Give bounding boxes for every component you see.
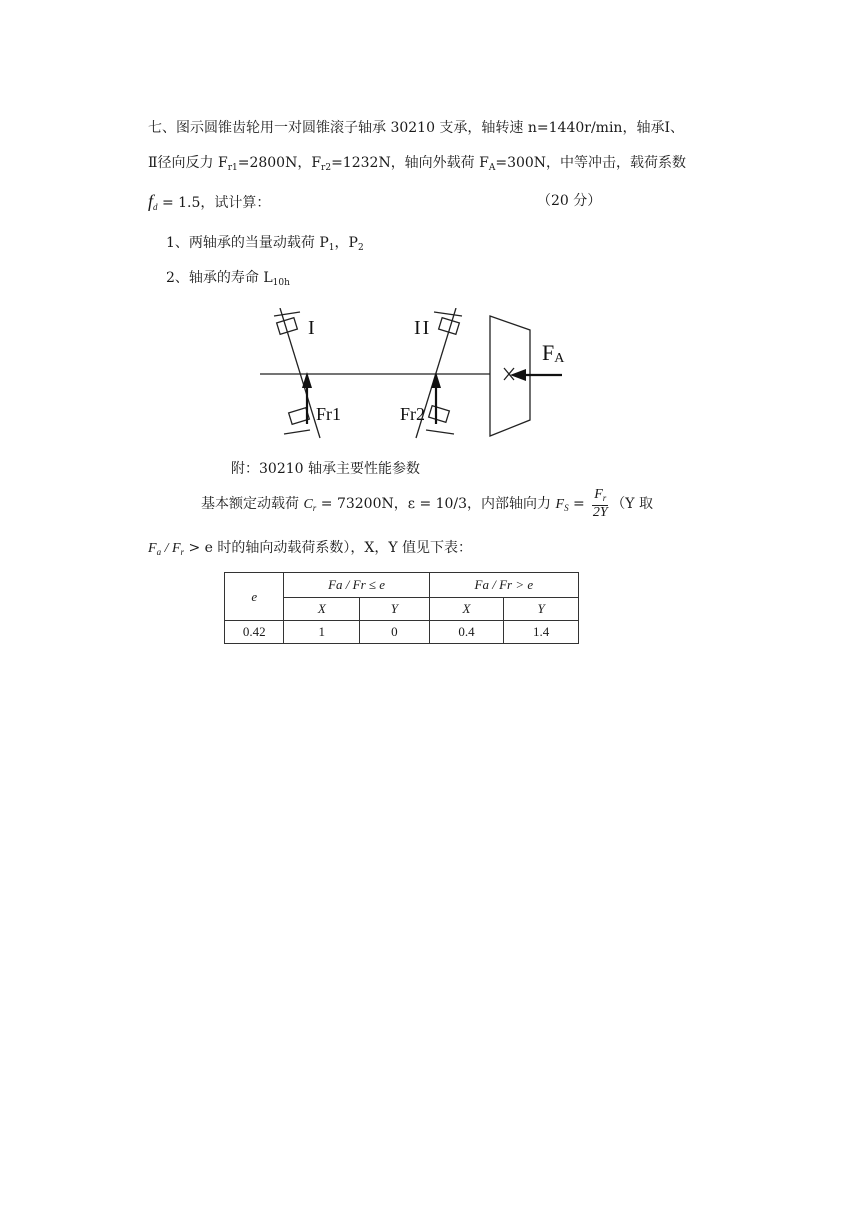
label-fr1: Fr1 — [316, 404, 342, 424]
subscript: S — [564, 503, 569, 513]
bearing-ii-upper-cup — [434, 312, 462, 316]
text-segment: Ⅱ径向反力 F — [148, 155, 228, 171]
table-header-group-2: Fa / Fr > e — [429, 573, 578, 598]
subscript: 10h — [272, 278, 290, 288]
label-bearing-ii: II — [414, 317, 432, 339]
task-1 — [166, 233, 364, 258]
text-segment: = 73200N， — [316, 496, 408, 512]
subscript: r — [180, 547, 185, 557]
text-segment: （Y 取 — [611, 496, 653, 512]
table-subheader: Y — [504, 598, 579, 621]
bearing-ii-upper-roller — [439, 318, 460, 335]
text-segment: =2800N，F — [237, 155, 322, 171]
subscript: A — [488, 163, 496, 173]
task-2 — [166, 268, 290, 293]
table-cell: 0 — [360, 621, 430, 644]
label-bearing-i: I — [308, 317, 315, 339]
table-row — [225, 573, 579, 598]
bearing-ii-lower-roller — [429, 406, 450, 423]
label-fa-main: F — [542, 340, 555, 365]
text-segment: F — [594, 487, 603, 502]
fa-symbol: F — [148, 541, 157, 556]
fraction-denominator: 2Y — [592, 505, 608, 520]
fs-symbol: F — [555, 497, 565, 512]
text-segment: = — [568, 496, 590, 512]
bearing-ii-lower-cup — [426, 430, 454, 434]
text-segment: =300N，中等冲击，载荷系数 — [495, 155, 687, 171]
problem-line-1: 七、图示圆锥齿轮用一对圆锥滚子轴承 30210 支承，轴转速 n=1440r/min，轴承Ⅰ、 — [148, 120, 684, 136]
text-segment: ε = 10/3，内部轴向力 — [407, 496, 556, 512]
bearing-i-upper-roller — [277, 318, 298, 335]
table-row — [225, 621, 579, 644]
subscript: 1 — [328, 243, 335, 253]
subscript: r2 — [321, 163, 332, 173]
text-segment: = 1.5，试计算： — [157, 195, 271, 211]
table-cell: 1.4 — [504, 621, 579, 644]
table-subheader: X — [284, 598, 360, 621]
appendix-line-2 — [148, 538, 472, 562]
subscript: 2 — [357, 243, 364, 253]
problem-line-3 — [148, 191, 270, 217]
bearing-parameter-table — [224, 572, 579, 644]
fraction — [592, 488, 608, 520]
load-factor-symbol: f — [148, 191, 154, 211]
text-segment: =1232N，轴向外载荷 F — [331, 155, 489, 171]
text-segment: / F — [161, 541, 181, 556]
appendix-title: 附：30210 轴承主要性能参数 — [231, 461, 420, 477]
subscript: d — [153, 202, 158, 212]
text-segment: > e 时的轴向动载荷系数），X，Y 值见下表： — [184, 540, 473, 556]
label-fa — [542, 340, 565, 366]
table-header-group-1: Fa / Fr ≤ e — [284, 573, 429, 598]
table-header-e: e — [225, 573, 284, 621]
subscript: r1 — [227, 163, 238, 173]
bearing-i-upper-cup — [274, 312, 300, 316]
table-subheader: Y — [360, 598, 430, 621]
cr-symbol: C — [303, 497, 313, 512]
subscript: r — [312, 503, 317, 513]
subscript: r — [602, 493, 607, 503]
points-label: （20 分） — [537, 193, 602, 209]
text-segment: 基本额定动载荷 — [201, 496, 304, 512]
bearing-figure — [258, 308, 568, 443]
text-segment: ，P — [334, 235, 358, 251]
table-cell: 1 — [284, 621, 360, 644]
subscript: a — [156, 547, 162, 557]
appendix-line-1 — [201, 488, 653, 524]
bearing-i-lower-cup — [284, 430, 310, 434]
label-fa-sub: A — [554, 351, 565, 366]
table-cell: 0.4 — [429, 621, 504, 644]
table-subheader: X — [429, 598, 504, 621]
text-segment: 1、两轴承的当量动载荷 P — [166, 235, 329, 251]
fraction-numerator — [592, 488, 608, 506]
text-segment: 2、轴承的寿命 L — [166, 270, 273, 286]
label-fr2: Fr2 — [400, 404, 426, 424]
problem-line-2 — [148, 153, 686, 178]
table-cell: 0.42 — [225, 621, 284, 644]
